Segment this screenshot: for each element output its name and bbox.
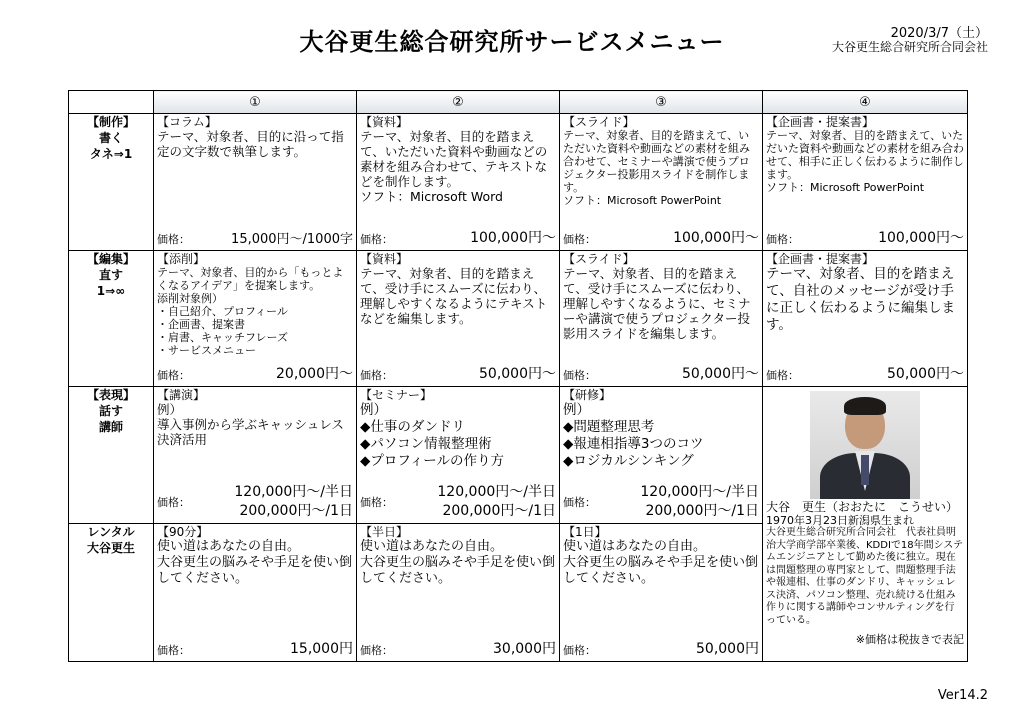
price-full-day: 200,000円～/1日 — [239, 503, 353, 519]
profile-name: 大谷 更生（おおたに こうせい） — [766, 500, 959, 514]
price-label: 価格： — [360, 644, 393, 657]
price-label: 価格： — [157, 496, 190, 509]
menu-title: 【添削】 — [157, 252, 206, 266]
menu-cell — [357, 524, 560, 662]
menu-cell — [357, 251, 560, 387]
table-corner — [69, 91, 154, 114]
menu-cell — [154, 387, 357, 524]
row-header-line: 【制作】 — [86, 115, 135, 129]
price-label: 価格： — [563, 496, 596, 509]
menu-title: 【半日】 — [360, 525, 409, 539]
menu-description: 例） ◆仕事のダンドリ ◆パソコン情報整理術 ◆プロフィールの作り方 — [360, 402, 505, 469]
price-label: 価格： — [360, 496, 393, 509]
menu-description: テーマ、対象者、目的を踏まえて、自社のメッセージが受け手に正しく伝わるように編集します。 — [766, 266, 955, 333]
menu-cell — [763, 251, 968, 387]
menu-cell — [154, 524, 357, 662]
menu-cell — [154, 251, 357, 387]
menu-cell — [560, 251, 763, 387]
menu-cell — [154, 114, 357, 251]
price-value: 50,000円～ — [887, 366, 964, 382]
price-half-day: 120,000円～/半日 — [437, 484, 556, 500]
row-header-edit — [69, 251, 154, 387]
table-row — [69, 387, 968, 524]
row-header-line: 書く — [98, 131, 123, 145]
price-half-day: 120,000円～/半日 — [640, 484, 759, 500]
price-half-day: 120,000円～/半日 — [234, 484, 353, 500]
price-value: 50,000円～ — [682, 366, 759, 382]
page-title: 大谷更生総合研究所サービスメニュー — [299, 28, 725, 56]
menu-description: テーマ、対象者、目的に沿って指定の文字数で執筆します。 — [157, 129, 344, 159]
menu-title: 【スライド】 — [563, 252, 635, 266]
price-label: 価格： — [563, 644, 596, 657]
price-value: 30,000円 — [493, 641, 556, 657]
menu-title: 【研修】 — [563, 388, 612, 402]
document-date: 2020/3/7（土） — [890, 26, 988, 41]
price-label: 価格： — [766, 369, 799, 382]
menu-description: テーマ、対象者、目的を踏まえて、いただいた資料や動画などの素材を組み合わせて、セミナーや講演で使うプロジェクター投影用スライドを制作します。 ソフト：Microsoft PowerPoint — [563, 129, 750, 207]
column-header-3: ③ — [560, 91, 763, 114]
profile-birth: 1970年3月23日新潟県生まれ — [766, 514, 914, 527]
menu-title: 【90分】 — [157, 525, 209, 539]
column-header-2: ② — [357, 91, 560, 114]
menu-title: 【企画書・提案書】 — [766, 252, 875, 266]
row-header-line: 1⇒∞ — [96, 284, 126, 298]
price-label: 価格： — [766, 233, 799, 246]
menu-title: 【資料】 — [360, 252, 409, 266]
profile-photo — [810, 391, 920, 499]
menu-cell — [357, 387, 560, 524]
menu-title: 【1日】 — [563, 525, 607, 539]
price-label: 価格： — [563, 369, 596, 382]
menu-title: 【コラム】 — [157, 115, 217, 129]
menu-description: 使い道はあなたの自由。 大谷更生の脳みそや手足を使い倒してください。 — [360, 539, 556, 586]
tax-note: ※価格は税抜きで表記 — [855, 633, 964, 646]
row-header-line: 話す — [98, 404, 123, 418]
price-value: 15,000円 — [290, 641, 353, 657]
service-menu-table — [68, 90, 968, 662]
menu-title: 【スライド】 — [563, 115, 635, 129]
menu-description: テーマ、対象者、目的を踏まえて、受け手にスムーズに伝わり、理解しやすくなるようにテキストなどを編集します。 — [360, 266, 548, 326]
menu-cell — [763, 114, 968, 251]
price-value: 100,000円～ — [470, 230, 556, 246]
price-full-day: 200,000円～/1日 — [442, 503, 556, 519]
row-header-line: 講師 — [98, 420, 123, 434]
row-header-express — [69, 387, 154, 524]
row-header-line: 【編集】 — [86, 252, 135, 266]
price-value: 15,000円～/1000字 — [231, 232, 353, 247]
price-label: 価格： — [157, 369, 190, 382]
menu-description: 使い道はあなたの自由。 大谷更生の脳みそや手足を使い倒してください。 — [563, 539, 759, 586]
price-full-day: 200,000円～/1日 — [645, 503, 759, 519]
menu-description: 例） ◆問題整理思考 ◆報連相指導3つのコツ ◆ロジカルシンキング — [563, 402, 704, 469]
price-value: 100,000円～ — [673, 230, 759, 246]
table-row — [69, 114, 968, 251]
row-header-line: 直す — [98, 268, 123, 282]
profile-bio: 大谷更生総合研究所合同会社 代表社員明治大学商学部卒業後、KDDIで18年間システムエンジニアとして勤めた後に独立。現在は問題整理の専門家として、問題整理手法や報連相、仕事のダンドリ、キャッシュレス決済、パソコン整理、売れ続ける仕組み作りに関する講師やコンサルティングを行っている。 — [766, 527, 964, 626]
table-row — [69, 251, 968, 387]
price-value: 50,000円～ — [479, 366, 556, 382]
menu-description: 例） 導入事例から学ぶキャッシュレス決済活用 — [157, 402, 344, 447]
menu-title: 【講演】 — [157, 388, 206, 402]
menu-description: テーマ、対象者、目的を踏まえて、いただいた資料や動画などの素材を組み合わせて、テキストなどを制作します。 ソフト：Microsoft Word — [360, 129, 548, 204]
menu-title: 【セミナー】 — [360, 388, 433, 402]
price-label: 価格： — [157, 233, 190, 246]
company-name: 大谷更生総合研究所合同会社 — [831, 40, 988, 54]
version-label: Ver14.2 — [937, 688, 988, 703]
menu-description: テーマ、対象者、目的から「もっとよくなるアイデア」を提案します。 添削対象例） ・自己紹介、プロフィール ・企画書、提案書 ・肩書、キャッチフレーズ ・サービスメニュー — [157, 266, 344, 357]
row-header-line: 大谷更生 — [86, 541, 135, 555]
menu-description: 使い道はあなたの自由。 大谷更生の脳みそや手足を使い倒してください。 — [157, 539, 353, 586]
menu-description: テーマ、対象者、目的を踏まえて、受け手にスムーズに伝わり、理解しやすくなるように、セミナーや講演で使うプロジェクター投影用スライドを編集します。 — [563, 266, 751, 341]
row-header-line: 【表現】 — [86, 388, 135, 402]
row-header-create — [69, 114, 154, 251]
menu-cell — [560, 114, 763, 251]
menu-cell — [560, 387, 763, 524]
price-label: 価格： — [360, 233, 393, 246]
menu-title: 【企画書・提案書】 — [766, 115, 875, 129]
menu-cell — [560, 524, 763, 662]
row-header-rental — [69, 524, 154, 662]
price-label: 価格： — [157, 644, 190, 657]
price-value: 100,000円～ — [878, 230, 964, 246]
column-header-1: ① — [154, 91, 357, 114]
price-value: 50,000円 — [696, 641, 759, 657]
price-value: 20,000円～ — [276, 366, 353, 382]
profile-cell — [763, 387, 968, 662]
column-header-4: ④ — [763, 91, 968, 114]
menu-cell — [357, 114, 560, 251]
row-header-line: レンタル — [87, 525, 135, 539]
price-label: 価格： — [360, 369, 393, 382]
price-label: 価格： — [563, 233, 596, 246]
menu-description: テーマ、対象者、目的を踏まえて、いただいた資料や動画などの素材を組み合わせて、相手に正しく伝わるように制作します。 ソフト：Microsoft PowerPoint — [766, 129, 964, 194]
menu-title: 【資料】 — [360, 115, 409, 129]
row-header-line: タネ⇒1 — [89, 147, 133, 161]
